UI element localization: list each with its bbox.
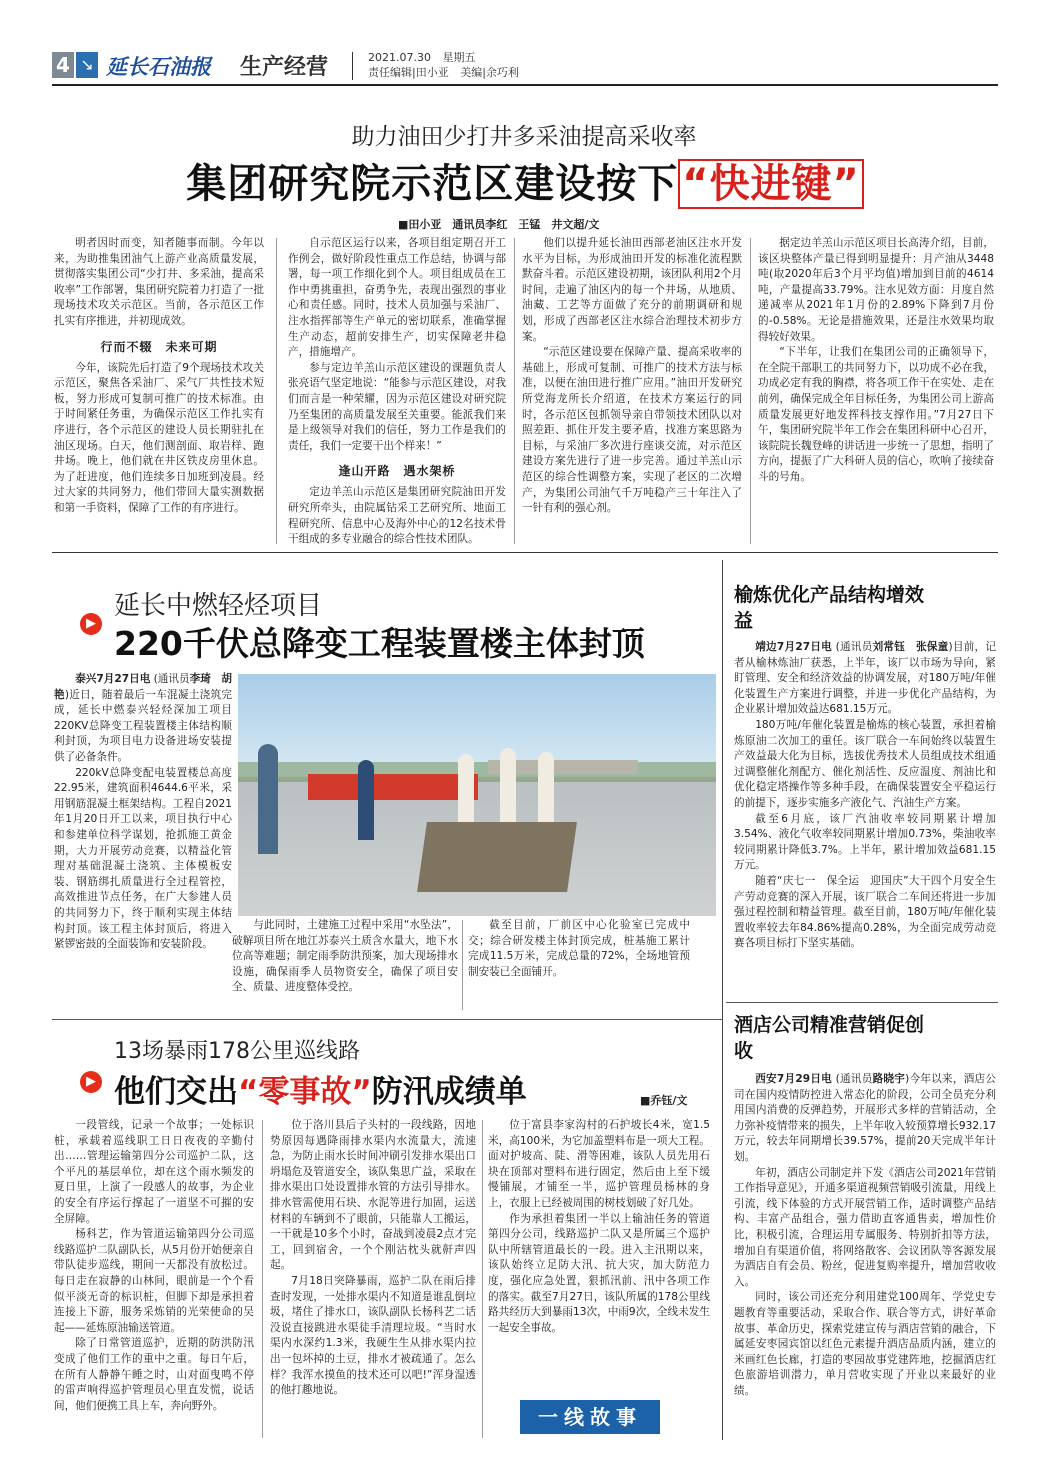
sidebar2-headline: 酒店公司精准营销促创收 [734, 1014, 925, 1062]
sidebar1-paragraph: 180万吨/年催化装置是榆炼的核心装置，承担着榆炼原油二次加工的重任。该厂联合一车间始终以装置生产效益最大化为目标，选拔优秀技术人员组成技术组通过调整催化剂配方、催化剂活性、反应温度、剂油比和优化稳定塔操作等多种手段，在确保装置安全平稳运行的前提下，逐步实施多产液化气、汽油生产方案。 [734, 718, 996, 809]
sidebar1-lead: 靖边7月27日电 (通讯员刘常钰 张保童)目前，记者从榆林炼油厂获悉，上半年，该厂以市场为导向，紧盯管理、安全和经济效益的协调发展，对180万吨/年催化装置生产方案进行调整，并进一步优化产品结构，为企业累计增加效益达681.15万元。 [734, 641, 996, 716]
main-headline [100, 152, 950, 209]
sidebar1-paragraph: 随着“庆七一 保全运 迎国庆”大干四个月安全生产劳动竞赛的深入开展，该厂联合二车间还将进一步加强过程控制和精益管理。截至目前，180万吨/年催化装置收率较去年84.86%提高0.28%，为全面完成劳动竞赛各项目标打下坚实基础。 [734, 874, 996, 950]
story3-col-3 [488, 1118, 710, 1394]
story2-paragraph: 截至目前，厂前区中心化验室已完成中交；综合研发楼主体封顶完成，桩基施工累计完成11.5万米，完成总量的72%，全场地管预制安装已全面铺开。 [468, 919, 690, 978]
art-editor: 美编|余巧利 [460, 66, 519, 79]
story2-photo [238, 674, 716, 916]
issue-weekday: 星期五 [442, 51, 476, 64]
sidebar2-paragraph: 年初，酒店公司制定并下发《酒店公司2021年营销工作指导意见》，开通多渠道视频营销吸引流量，用线上引流，线下体验的方式开展营销工作，适时调整产品结构、丰富产品组合，强力借助直客通售卖，增加性价比，积极引流，合理运用专属服务、特别折扣等方法，增加自有渠道价值，将网络散客、会议团队等客源发展为酒店自有会员、粉丝，促进复购率提升，增加营收收入。 [734, 1166, 996, 1288]
story3-paragraph: 位于洛川县后子头村的一段线路，因地势原因每遇降雨排水渠内水流量大，流速急，为防止雨水长时间冲刷引发排水渠出口坍塌危及管道安全，该队集思广益，采取在排水渠出口处设置排水管的方法引导排水。排水管需使用石块、水泥等进行加固，运送材料的车辆到不了眼前，只能靠人工搬运，一干就是10多个小时，奋战到凌晨2点才完工，回到宿舍，一个个刚沾枕头就鼾声四起。 [270, 1119, 476, 1272]
main-paragraph: 参与定边羊羔山示范区建设的课题负责人张亮语气坚定地说：“能参与示范区建设，对我们而言是一种荣耀，因为示范区建设对研究院乃至集团的高质量发展至关重要。能派我们来是上级领导对我们的信任，努力工作是我们的责任，我们一定要干出个样来！” [288, 361, 506, 452]
story3-col-2 [270, 1118, 476, 1440]
story3-headline-highlight: “零事故” [238, 1074, 372, 1110]
story3-headline: 他们交出“零事故”防汛成绩单 [114, 1074, 527, 1110]
main-paragraph: 自示范区运行以来，各项目组定期召开工作例会，做好阶段性重点工作总结，协调与部署，每一项工作细化到个人。项目组成员在工作中勇挑重担，奋勇争先，表现出强烈的事业心和责任感。同时，技术人员加强与采油厂、注水指挥部等生产单元的密切联系，准确掌握生产动态，超前安排生产，切实保障老井稳产，措施增产。 [288, 237, 506, 359]
story3-paragraph: 除了日常管道巡护，近期的防洪防汛变成了他们工作的重中之重。每日午后，在所有人静静午睡之时，山对面曳鸣不停的雷声响得巡护管理员心里直发慌，说话间，他们便携工具上车，奔向野外。 [54, 1337, 254, 1412]
sidebar2-lead: 西安7月29日电 (通讯员路晓宇)今年以来，酒店公司在国内疫情防控进入常态化的阶段，公司全员充分利用国内消费的反弹趋势，开展形式多样的营销活动，全力弥补疫情带来的损失，上半年收入较预算增长932.17万元，较去年同期增长39.57%，提前20天完成半年计划。 [734, 1073, 996, 1163]
page-header [52, 50, 998, 82]
story2-marker: ▶ [80, 612, 102, 635]
story3-marker: ▶ [80, 1070, 102, 1093]
main-col-4 [758, 236, 994, 546]
main-kicker: 助力油田少打井多采油提高采收率 [351, 124, 697, 150]
main-paragraph: 定边羊羔山示范区是集团研究院油田开发研究所牵头，由院属钻采工艺研究所、地面工程研究所、信息中心及海外中心的12名技术骨干组成的多专业融合的综合性技术团队。 [288, 486, 506, 546]
sidebar2-body [734, 1072, 996, 1442]
story2-col-3 [468, 918, 690, 1012]
main-headline-text: 集团研究院示范区建设按下 [186, 161, 679, 207]
responsible-editor: 责任编辑|田小亚 [368, 66, 449, 79]
main-col-1 [54, 236, 264, 546]
main-byline: ■田小亚 通讯员李红 王锰 井文超/文 [398, 218, 600, 231]
main-paragraph: 据定边羊羔山示范区项目长高涛介绍，目前，该区块整体产量已得到明显提升：月产油从3448吨(取2020年后3个月平均值)增加到目前的4614吨，产量提高33.79%。注水见效方面：月度自然递减率从2021年1月份的2.89%下降到7月份的-0.58%。无论是措施效果，还是注水效果均取得较好效果。 [758, 237, 994, 343]
story2-kicker: 延长中燃轻烃项目 [114, 591, 323, 621]
arrow-icon: ↘ [76, 52, 98, 78]
main-paragraph: “示范区建设要在保障产量、提高采收率的基础上，形成可复制、可推广的技术方法与标准，以便在油田进行推广应用。”油田开发研究所党海龙所长介绍道，在技术方案运行的同时，各示范区包抓领导亲自带领技术团队以对照差距、抓住开发主要矛盾，找准方案思路为目标，与采油厂多次进行座谈交流，对示范区建设方案先进行了进一步完善。通过羊羔山示范区的综合性调整方案，实现了老区的二次增产，为集团公司油气千万吨稳产三十年注入了一针有利的强心剂。 [522, 346, 742, 515]
main-subhead-2: 逢山开路 遇水架桥 [338, 464, 456, 479]
story2-paragraph: 220kV总降变配电装置楼总高度22.95米，建筑面积4644.6平米，采用钢筋混凝土框架结构。工程自2021年1月20日开工以来，项目执行中心和参建单位科学谋划，抢抓施工黄金期，大力开展劳动竞赛，以精益化管理对基础混凝土浇筑、主体模板安装、钢筋绑扎质量进行全过程管控，高效推进节点任务，在广大参建人员的共同努力下，终于顺利实现主体结构封顶。该工程主体封顶后，将进入紧锣密鼓的全面装饰和安装阶段。 [54, 766, 232, 951]
sidebar1-body [734, 640, 996, 1012]
main-paragraph: “下半年，让我们在集团公司的正确领导下，在全院干部职工的共同努力下，以功成不必在我，功成必定有我的胸襟，将各项工作干在实处、走在前列，确保完成全年目标任务，为集团公司上游高质量发展更好地发挥科技支撑作用。”7月27日下午，集团研究院半年工作会在集团科研中心召开，该院院长魏登峰的讲话进一步统一了思想，指明了方向，提振了广大科研人员的信心，吹响了接续奋斗的号角。 [758, 346, 994, 483]
paper-logo: 延长石油报 [106, 54, 211, 79]
story3-paragraph: 杨科艺，作为管道运输第四分公司巡线路巡护二队副队长，从5月份开始便亲自带队徒步巡线，期间一天都没有放松过。每日走在寂静的山林间，眼前是一个个看似平淡无奇的标识桩，但脚下却是承担着连接上下游，服务采炼销的光荣使命的吴起——延炼原油输送管道。 [54, 1228, 254, 1334]
main-paragraph: 明者因时而变，知者随事而制。今年以来，为助推集团油气上游产业高质量发展，贯彻落实集团公司“少打井、多采油，提高采收率”工作部署，集团研究院着力打造了一批现场技术攻关示范区。当前，各示范区工作扎实有序推进，并初现成效。 [54, 237, 264, 327]
story2-col-2 [232, 918, 458, 1012]
section-title: 生产经营 [240, 55, 329, 80]
story3-kicker: 13场暴雨178公里巡线路 [114, 1039, 360, 1064]
story2-col-1 [54, 672, 232, 1012]
page-number: 4 [52, 52, 74, 78]
sidebar1-headline: 榆炼优化产品结构增效益 [734, 584, 925, 632]
issue-date: 2021.07.30 [368, 51, 431, 64]
story3-paragraph: 位于富县李家沟村的石护坡长4米，宽1.5米，高100米，为它加盖塑料布是一项大工程。面对护坡高、陡、滑等困难，该队人员先用石块在顶部对塑料布进行固定，然后由上至下缓慢铺展，才铺至一半，巡护管理员杨林的身上，衣服上已经被周围的树枝划破了好几处。 [488, 1119, 710, 1209]
sidebar2-paragraph: 同时，该公司还充分利用建党100周年、学党史专题教育等重要活动，采取合作、联合等方式，讲好革命故事、革命历史，探索党建宣传与酒店营销的融合，下属延安枣园宾馆以红色元素提升酒店品质内涵，建立的米画红色长廊，打造的枣园故事党建阵地，挖掘酒店红色旅游培训潜力，单月营收实现了开业以来最好的业绩。 [734, 1291, 996, 1397]
sidebar1-paragraph: 截至6月底，该厂汽油收率较同期累计增加3.54%、液化气收率较同期累计增加0.73%，柴油收率较同期累计降低3.7%。上半年，累计增加效益681.15万元。 [734, 812, 996, 872]
main-subhead-1: 行而不辍 未来可期 [100, 339, 218, 354]
story3-paragraph: 作为承担着集团一半以上输油任务的管道第四分公司，线路巡护二队又是所属三个巡护队中所辖管道最长的一段。进入主汛期以来，该队始终立足防大汛、抗大灾，加大防范力度，强化应急处置，狠抓汛前、汛中各项工作的落实。截至7月27日，该队所属的178公里线路共经历大到暴雨13次，中雨9次，全线未发生一起安全事故。 [488, 1212, 710, 1334]
main-col-2 [288, 236, 506, 546]
main-paragraph: 今年，该院先后打造了9个现场技术攻关示范区，聚焦各采油厂、采气厂共性技术短板，努力形成可复制可推广的技术标准。由于时间紧任务重，为确保示范区工作扎实有序进行，各个示范区的建设人员长期驻扎在油区现场。白天，他们测剖面、取岩样、跑井场。晚上，他们就在井区铁皮房里休息。为了赶进度，他们连续多日加班到凌晨。经过大家的共同努力，他们带回大量实测数据和第一手资料，保障了工作的有序进行。 [54, 361, 264, 514]
story3-column-tag: 一线故事 [520, 1400, 660, 1434]
main-col-3 [522, 236, 742, 546]
story3-paragraph: 一段管线，记录一个故事；一处标识桩，承载着巡线职工日日夜夜的辛勤付出……管理运输第四分公司巡护二队，这个平凡的基层单位，却在这个雨水频发的夏日里，上演了一段感人的故事，为企业的安全有序运行撑起了一道坚不可摧的安全屏障。 [54, 1119, 254, 1225]
main-paragraph: 他们以提升延长油田西部老油区注水开发水平为目标，为形成油田开发的标准化流程默默奋斗着。示范区建设初期，该团队利用2个月时间，走遍了油区内的每一个井场，从地质、油藏、工艺等方面做了充分的前期调研和规划，形成了西部老区注水综合治理技术初步方案。 [522, 237, 742, 343]
story2-paragraph: 与此同时，土建施工过程中采用“水坠法”，破解项目所在地江苏泰兴土质含水量大，地下水位高等难题；制定雨季防洪预案，加大现场排水设施，确保雨季人员物资安全，确保了项目安全、质量、进度整体受控。 [232, 919, 458, 994]
main-headline-highlight: “快进键” [678, 159, 864, 209]
story3-col-1 [54, 1118, 254, 1440]
story2-headline: 220千伏总降变工程装置楼主体封顶 [114, 624, 645, 663]
story2-lead: 泰兴7月27日电 (通讯员李琦 胡艳)近日，随着最后一车混凝土浇筑完成，延长中燃泰兴轻烃深加工项目220KV总降变工程装置楼主体结构顺利封顶，为项目电力设备进场安装提供了必备条件。 [54, 673, 232, 763]
story3-paragraph: 7月18日突降暴雨，巡护二队在雨后排查时发现，一处排水渠内不知道是谁乱倒垃圾，堵住了排水口，该队副队长杨科艺二话没说直接跳进水渠徒手清理垃圾。“当时水渠内水深约1.3米，我硬生生从排水渠内拉出一包坏掉的土豆，排水才被疏通了。怎么样？我浑水摸鱼的技术还可以吧!”浑身湿透的他打趣地说。 [270, 1274, 476, 1397]
story3-byline: ■乔钰/文 [640, 1094, 688, 1107]
